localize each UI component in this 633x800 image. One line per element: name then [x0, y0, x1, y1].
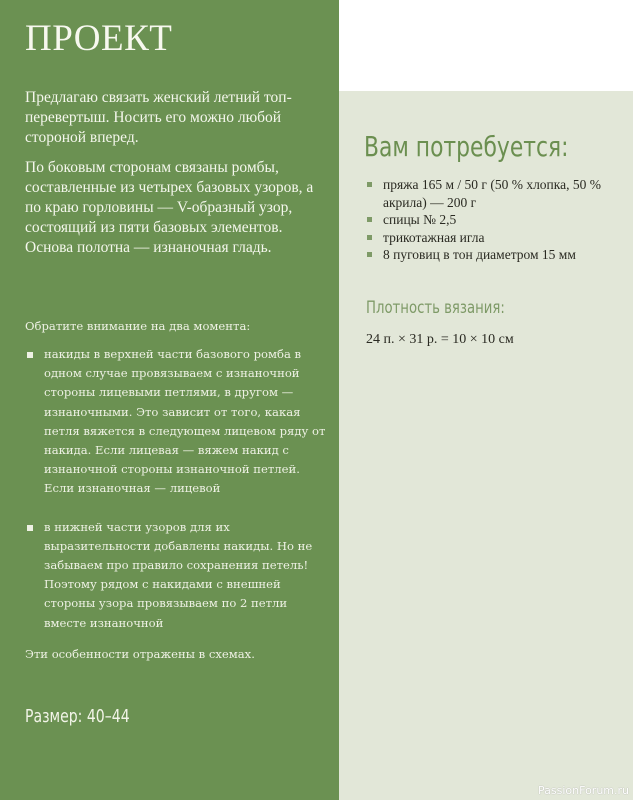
list-item: накиды в верхней части базового ромба в одном случае провязываем с изнаночной стороны лицевыми петлями, в другом — изнаночными. Это зависит от того, какая петля вяжется в следующем лицевом ряду от накида. Если лицевая — вяжем накид с изнаночной стороны изнаночной петлей. Если изнаночная — лицевой [25, 345, 330, 499]
notes-list [25, 345, 330, 652]
list-item: пряжа 165 м / 50 г (50 % хлопка, 50 % акрила) — 200 г [366, 176, 626, 211]
list-item: трикотажная игла [366, 229, 626, 247]
list-item: в нижней части узоров для их выразительности добавлены накиды. Но не забываем про правило сохранения петель! Поэтому рядом с накидами с внешней стороны узора провязываем по 2 петли вместе изнаночной [25, 518, 330, 633]
note-lead: Обратите внимание на два момента: [25, 319, 251, 333]
watermark: PassionForum.ru [538, 784, 629, 797]
materials-heading: Вам потребуется: [364, 130, 569, 163]
list-item: 8 пуговиц в тон диаметром 15 мм [366, 246, 626, 264]
density-heading: Плотность вязания: [366, 298, 505, 318]
note-end: Эти особенности отражены в схемах. [25, 647, 255, 661]
size-label: Размер: 40–44 [25, 706, 130, 727]
page-title: ПРОЕКТ [25, 18, 173, 59]
density-value: 24 п. × 31 р. = 10 × 10 см [366, 332, 514, 347]
intro-paragraph: Предлагаю связать женский летний топ-перевертыш. Носить его можно любой стороной вперед. [25, 89, 292, 146]
top-white-block [339, 0, 633, 91]
list-item: спицы № 2,5 [366, 211, 626, 229]
description-paragraph: По боковым сторонам связаны ромбы, составленные из четырех базовых узоров, а по краю горловины — V-образный узор, состоящий из пяти базовых элементов. Основа полотна — изнаночная гладь. [25, 159, 314, 256]
materials-list [366, 176, 626, 264]
